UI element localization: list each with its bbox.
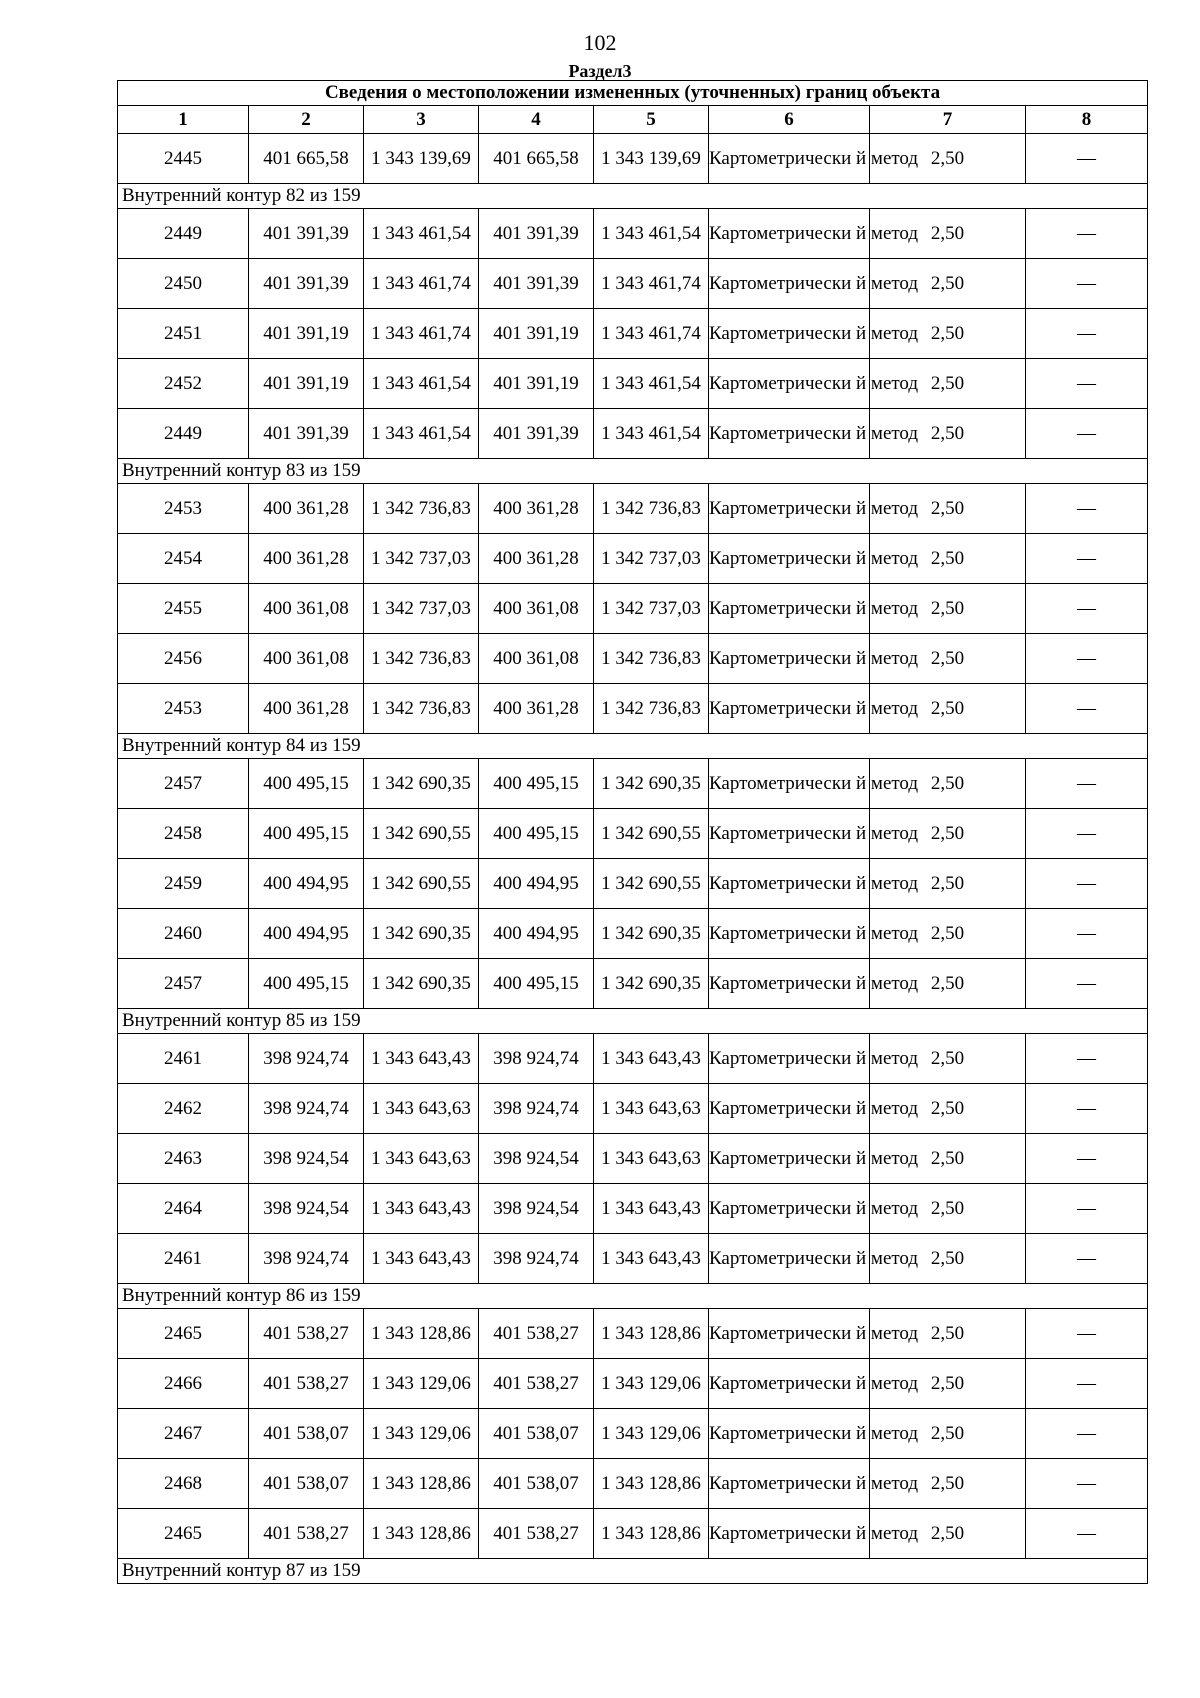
y-new-cell: 1 342 736,83 [594, 484, 709, 534]
x-new-cell: 400 361,08 [479, 584, 594, 634]
accuracy-cell: 2,50 [870, 584, 1026, 634]
method-cell: Картометрически й метод [709, 484, 870, 534]
accuracy-cell: 2,50 [870, 134, 1026, 184]
point-number-cell: 2453 [118, 484, 249, 534]
table-row [118, 1034, 1148, 1084]
method-cell: Картометрически й метод [709, 1234, 870, 1284]
y-new-cell: 1 343 461,54 [594, 409, 709, 459]
table-row [118, 859, 1148, 909]
x-old-cell: 400 494,95 [249, 859, 364, 909]
method-cell: Картометрически й метод [709, 809, 870, 859]
point-number-cell: 2455 [118, 584, 249, 634]
column-header: 5 [594, 106, 709, 134]
x-new-cell: 401 665,58 [479, 134, 594, 184]
table-row [118, 634, 1148, 684]
method-cell: Картометрически й метод [709, 534, 870, 584]
y-new-cell: 1 343 461,74 [594, 259, 709, 309]
x-old-cell: 400 495,15 [249, 959, 364, 1009]
description-cell: — [1026, 309, 1148, 359]
method-cell: Картометрически й метод [709, 584, 870, 634]
point-number-cell: 2467 [118, 1409, 249, 1459]
y-old-cell: 1 342 690,35 [364, 759, 479, 809]
point-number-cell: 2445 [118, 134, 249, 184]
point-number-cell: 2456 [118, 634, 249, 684]
description-cell: — [1026, 1459, 1148, 1509]
point-number-cell: 2468 [118, 1459, 249, 1509]
x-old-cell: 400 361,28 [249, 684, 364, 734]
accuracy-cell: 2,50 [870, 1184, 1026, 1234]
point-number-cell: 2465 [118, 1509, 249, 1559]
accuracy-cell: 2,50 [870, 1234, 1026, 1284]
method-cell: Картометрически й метод [709, 1184, 870, 1234]
table-row [118, 484, 1148, 534]
y-new-cell: 1 343 139,69 [594, 134, 709, 184]
point-number-cell: 2457 [118, 959, 249, 1009]
x-old-cell: 398 924,74 [249, 1034, 364, 1084]
description-cell: — [1026, 684, 1148, 734]
accuracy-cell: 2,50 [870, 534, 1026, 584]
method-cell: Картометрически й метод [709, 684, 870, 734]
description-cell: — [1026, 634, 1148, 684]
description-cell: — [1026, 809, 1148, 859]
y-new-cell: 1 342 736,83 [594, 684, 709, 734]
x-new-cell: 398 924,74 [479, 1084, 594, 1134]
point-number-cell: 2466 [118, 1359, 249, 1409]
x-new-cell: 398 924,74 [479, 1234, 594, 1284]
description-cell: — [1026, 484, 1148, 534]
y-new-cell: 1 342 690,55 [594, 809, 709, 859]
method-cell: Картометрически й метод [709, 359, 870, 409]
x-old-cell: 401 391,39 [249, 409, 364, 459]
table-row [118, 1234, 1148, 1284]
accuracy-cell: 2,50 [870, 959, 1026, 1009]
table-row [118, 584, 1148, 634]
x-new-cell: 401 391,19 [479, 359, 594, 409]
method-cell: Картометрически й метод [709, 909, 870, 959]
y-old-cell: 1 343 128,86 [364, 1509, 479, 1559]
x-new-cell: 401 538,07 [479, 1409, 594, 1459]
point-number-cell: 2463 [118, 1134, 249, 1184]
accuracy-cell: 2,50 [870, 1309, 1026, 1359]
y-old-cell: 1 342 737,03 [364, 534, 479, 584]
x-old-cell: 400 361,28 [249, 484, 364, 534]
table-row [118, 259, 1148, 309]
contour-label: Внутренний контур 84 из 159 [118, 734, 1148, 759]
x-new-cell: 400 495,15 [479, 959, 594, 1009]
y-new-cell: 1 343 461,74 [594, 309, 709, 359]
method-cell: Картометрически й метод [709, 1509, 870, 1559]
y-old-cell: 1 342 690,55 [364, 859, 479, 909]
method-cell: Картометрически й метод [709, 1409, 870, 1459]
table-caption: Сведения о местоположении измененных (уточненных) границ объекта [118, 81, 1148, 106]
y-old-cell: 1 343 461,54 [364, 359, 479, 409]
point-number-cell: 2450 [118, 259, 249, 309]
method-cell: Картометрически й метод [709, 759, 870, 809]
x-old-cell: 401 538,27 [249, 1509, 364, 1559]
point-number-cell: 2460 [118, 909, 249, 959]
x-old-cell: 400 495,15 [249, 809, 364, 859]
contour-row [118, 1559, 1148, 1584]
column-header: 8 [1026, 106, 1148, 134]
x-old-cell: 401 391,39 [249, 209, 364, 259]
y-new-cell: 1 343 643,43 [594, 1184, 709, 1234]
x-new-cell: 401 538,27 [479, 1309, 594, 1359]
contour-row [118, 1284, 1148, 1309]
accuracy-cell: 2,50 [870, 684, 1026, 734]
y-old-cell: 1 342 690,35 [364, 909, 479, 959]
point-number-cell: 2451 [118, 309, 249, 359]
column-header: 7 [870, 106, 1026, 134]
y-old-cell: 1 343 128,86 [364, 1309, 479, 1359]
point-number-cell: 2461 [118, 1034, 249, 1084]
method-cell: Картометрически й метод [709, 309, 870, 359]
point-number-cell: 2453 [118, 684, 249, 734]
y-old-cell: 1 342 736,83 [364, 634, 479, 684]
accuracy-cell: 2,50 [870, 1084, 1026, 1134]
x-old-cell: 400 361,28 [249, 534, 364, 584]
table-caption-row [118, 81, 1148, 106]
x-new-cell: 400 494,95 [479, 859, 594, 909]
y-old-cell: 1 342 736,83 [364, 484, 479, 534]
y-old-cell: 1 343 461,74 [364, 259, 479, 309]
method-cell: Картометрически й метод [709, 959, 870, 1009]
y-old-cell: 1 343 461,54 [364, 209, 479, 259]
x-old-cell: 398 924,74 [249, 1084, 364, 1134]
accuracy-cell: 2,50 [870, 1359, 1026, 1409]
x-old-cell: 398 924,54 [249, 1184, 364, 1234]
x-old-cell: 400 361,08 [249, 584, 364, 634]
point-number-cell: 2465 [118, 1309, 249, 1359]
description-cell: — [1026, 1359, 1148, 1409]
method-cell: Картометрически й метод [709, 259, 870, 309]
x-new-cell: 398 924,54 [479, 1184, 594, 1234]
accuracy-cell: 2,50 [870, 1134, 1026, 1184]
table-row [118, 1509, 1148, 1559]
accuracy-cell: 2,50 [870, 1459, 1026, 1509]
accuracy-cell: 2,50 [870, 359, 1026, 409]
description-cell: — [1026, 759, 1148, 809]
x-new-cell: 398 924,74 [479, 1034, 594, 1084]
point-number-cell: 2461 [118, 1234, 249, 1284]
y-old-cell: 1 343 643,63 [364, 1084, 479, 1134]
x-old-cell: 401 391,19 [249, 359, 364, 409]
y-old-cell: 1 343 128,86 [364, 1459, 479, 1509]
x-new-cell: 398 924,54 [479, 1134, 594, 1184]
contour-label: Внутренний контур 87 из 159 [118, 1559, 1148, 1584]
accuracy-cell: 2,50 [870, 634, 1026, 684]
x-new-cell: 400 361,08 [479, 634, 594, 684]
y-new-cell: 1 343 128,86 [594, 1309, 709, 1359]
x-new-cell: 400 361,28 [479, 534, 594, 584]
table-row [118, 1459, 1148, 1509]
description-cell: — [1026, 134, 1148, 184]
table-row [118, 1084, 1148, 1134]
y-old-cell: 1 343 461,74 [364, 309, 479, 359]
method-cell: Картометрически й метод [709, 1309, 870, 1359]
y-old-cell: 1 343 139,69 [364, 134, 479, 184]
table-row [118, 309, 1148, 359]
y-old-cell: 1 343 129,06 [364, 1409, 479, 1459]
contour-row [118, 734, 1148, 759]
column-header: 6 [709, 106, 870, 134]
x-old-cell: 401 665,58 [249, 134, 364, 184]
description-cell: — [1026, 1034, 1148, 1084]
description-cell: — [1026, 1509, 1148, 1559]
column-header: 1 [118, 106, 249, 134]
y-old-cell: 1 342 736,83 [364, 684, 479, 734]
table-row [118, 134, 1148, 184]
column-header-row [118, 106, 1148, 134]
y-new-cell: 1 342 737,03 [594, 584, 709, 634]
method-cell: Картометрически й метод [709, 634, 870, 684]
y-new-cell: 1 343 129,06 [594, 1359, 709, 1409]
y-new-cell: 1 343 643,43 [594, 1034, 709, 1084]
x-old-cell: 398 924,74 [249, 1234, 364, 1284]
method-cell: Картометрически й метод [709, 1034, 870, 1084]
point-number-cell: 2462 [118, 1084, 249, 1134]
y-old-cell: 1 343 129,06 [364, 1359, 479, 1409]
x-old-cell: 398 924,54 [249, 1134, 364, 1184]
y-new-cell: 1 343 461,54 [594, 359, 709, 409]
y-new-cell: 1 342 736,83 [594, 634, 709, 684]
description-cell: — [1026, 859, 1148, 909]
table-body [118, 81, 1148, 1584]
point-number-cell: 2449 [118, 409, 249, 459]
point-number-cell: 2459 [118, 859, 249, 909]
x-new-cell: 401 391,19 [479, 309, 594, 359]
contour-row [118, 1009, 1148, 1034]
description-cell: — [1026, 209, 1148, 259]
table-row [118, 909, 1148, 959]
y-old-cell: 1 343 643,63 [364, 1134, 479, 1184]
description-cell: — [1026, 259, 1148, 309]
method-cell: Картометрически й метод [709, 1134, 870, 1184]
y-new-cell: 1 342 690,35 [594, 909, 709, 959]
column-header: 2 [249, 106, 364, 134]
y-old-cell: 1 342 690,55 [364, 809, 479, 859]
accuracy-cell: 2,50 [870, 309, 1026, 359]
y-new-cell: 1 343 461,54 [594, 209, 709, 259]
method-cell: Картометрически й метод [709, 409, 870, 459]
accuracy-cell: 2,50 [870, 859, 1026, 909]
accuracy-cell: 2,50 [870, 1034, 1026, 1084]
x-old-cell: 400 361,08 [249, 634, 364, 684]
table-row [118, 209, 1148, 259]
y-old-cell: 1 343 643,43 [364, 1034, 479, 1084]
description-cell: — [1026, 959, 1148, 1009]
table-row [118, 809, 1148, 859]
accuracy-cell: 2,50 [870, 809, 1026, 859]
x-old-cell: 401 391,19 [249, 309, 364, 359]
table-row [118, 1184, 1148, 1234]
description-cell: — [1026, 359, 1148, 409]
contour-label: Внутренний контур 82 из 159 [118, 184, 1148, 209]
y-new-cell: 1 343 643,63 [594, 1084, 709, 1134]
contour-row [118, 184, 1148, 209]
accuracy-cell: 2,50 [870, 484, 1026, 534]
description-cell: — [1026, 1309, 1148, 1359]
x-old-cell: 401 538,07 [249, 1409, 364, 1459]
description-cell: — [1026, 534, 1148, 584]
y-new-cell: 1 343 128,86 [594, 1509, 709, 1559]
table-row [118, 534, 1148, 584]
table-row [118, 1309, 1148, 1359]
y-old-cell: 1 342 737,03 [364, 584, 479, 634]
x-new-cell: 400 361,28 [479, 484, 594, 534]
accuracy-cell: 2,50 [870, 759, 1026, 809]
accuracy-cell: 2,50 [870, 259, 1026, 309]
method-cell: Картометрически й метод [709, 1459, 870, 1509]
boundary-coordinates-table [117, 80, 1148, 1584]
x-old-cell: 401 538,27 [249, 1359, 364, 1409]
accuracy-cell: 2,50 [870, 209, 1026, 259]
method-cell: Картометрически й метод [709, 134, 870, 184]
y-new-cell: 1 342 690,35 [594, 759, 709, 809]
y-new-cell: 1 343 643,63 [594, 1134, 709, 1184]
table-row [118, 409, 1148, 459]
method-cell: Картометрически й метод [709, 1359, 870, 1409]
column-header: 4 [479, 106, 594, 134]
y-new-cell: 1 343 128,86 [594, 1459, 709, 1509]
y-old-cell: 1 342 690,35 [364, 959, 479, 1009]
accuracy-cell: 2,50 [870, 1409, 1026, 1459]
table-row [118, 359, 1148, 409]
contour-label: Внутренний контур 83 из 159 [118, 459, 1148, 484]
method-cell: Картометрически й метод [709, 1084, 870, 1134]
contour-label: Внутренний контур 86 из 159 [118, 1284, 1148, 1309]
description-cell: — [1026, 584, 1148, 634]
table-row [118, 759, 1148, 809]
x-old-cell: 400 495,15 [249, 759, 364, 809]
x-old-cell: 401 538,07 [249, 1459, 364, 1509]
table-row [118, 1134, 1148, 1184]
x-new-cell: 401 391,39 [479, 409, 594, 459]
method-cell: Картометрически й метод [709, 859, 870, 909]
x-old-cell: 400 494,95 [249, 909, 364, 959]
description-cell: — [1026, 1184, 1148, 1234]
method-cell: Картометрически й метод [709, 209, 870, 259]
point-number-cell: 2464 [118, 1184, 249, 1234]
y-old-cell: 1 343 643,43 [364, 1234, 479, 1284]
x-new-cell: 400 494,95 [479, 909, 594, 959]
x-new-cell: 401 538,07 [479, 1459, 594, 1509]
point-number-cell: 2457 [118, 759, 249, 809]
x-new-cell: 400 361,28 [479, 684, 594, 734]
table-row [118, 959, 1148, 1009]
x-old-cell: 401 538,27 [249, 1309, 364, 1359]
description-cell: — [1026, 1084, 1148, 1134]
point-number-cell: 2458 [118, 809, 249, 859]
page-number: 102 [583, 30, 617, 55]
section-title: Раздел3 [568, 61, 632, 81]
x-new-cell: 401 391,39 [479, 259, 594, 309]
y-new-cell: 1 343 129,06 [594, 1409, 709, 1459]
x-old-cell: 401 391,39 [249, 259, 364, 309]
x-new-cell: 400 495,15 [479, 809, 594, 859]
x-new-cell: 401 538,27 [479, 1359, 594, 1409]
contour-label: Внутренний контур 85 из 159 [118, 1009, 1148, 1034]
y-new-cell: 1 342 690,55 [594, 859, 709, 909]
point-number-cell: 2449 [118, 209, 249, 259]
description-cell: — [1026, 909, 1148, 959]
description-cell: — [1026, 1409, 1148, 1459]
y-old-cell: 1 343 643,43 [364, 1184, 479, 1234]
y-new-cell: 1 342 690,35 [594, 959, 709, 1009]
accuracy-cell: 2,50 [870, 909, 1026, 959]
y-new-cell: 1 343 643,43 [594, 1234, 709, 1284]
y-old-cell: 1 343 461,54 [364, 409, 479, 459]
accuracy-cell: 2,50 [870, 1509, 1026, 1559]
x-new-cell: 400 495,15 [479, 759, 594, 809]
description-cell: — [1026, 1234, 1148, 1284]
x-new-cell: 401 538,27 [479, 1509, 594, 1559]
y-new-cell: 1 342 737,03 [594, 534, 709, 584]
x-new-cell: 401 391,39 [479, 209, 594, 259]
table-row [118, 1409, 1148, 1459]
description-cell: — [1026, 1134, 1148, 1184]
description-cell: — [1026, 409, 1148, 459]
accuracy-cell: 2,50 [870, 409, 1026, 459]
contour-row [118, 459, 1148, 484]
table-row [118, 1359, 1148, 1409]
point-number-cell: 2454 [118, 534, 249, 584]
point-number-cell: 2452 [118, 359, 249, 409]
table-row [118, 684, 1148, 734]
column-header: 3 [364, 106, 479, 134]
